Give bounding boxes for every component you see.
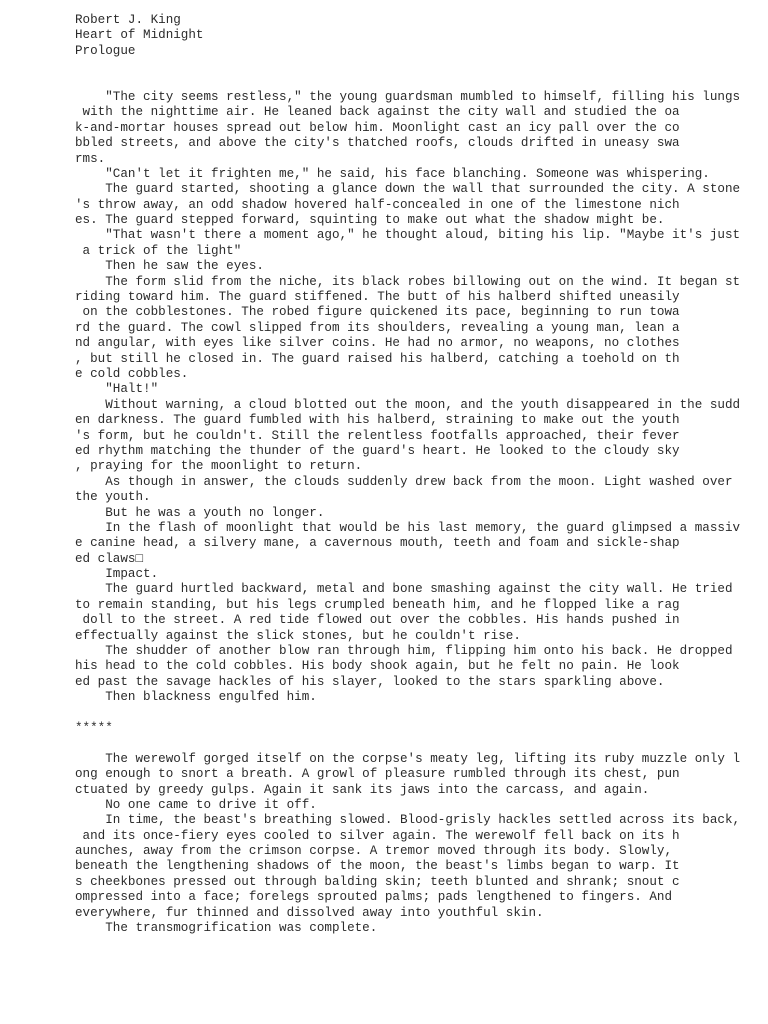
text-line: ctuated by greedy gulps. Again it sank its jaws into the carcass, and again. <box>75 782 650 797</box>
text-line: The transmogrification was complete. <box>75 921 378 936</box>
section-break: ***** <box>75 720 113 735</box>
text-line: ong enough to snort a breath. A growl of pleasure rumbled through its chest, pun <box>75 767 680 782</box>
blank-line <box>75 736 745 751</box>
text-line: the youth. <box>75 490 151 505</box>
text-line: e cold cobbles. <box>75 366 189 381</box>
text-line: Impact. <box>75 567 159 582</box>
text-line: The werewolf gorged itself on the corpse's meaty leg, lifting its ruby muzzle only l <box>75 751 741 766</box>
text-line: e canine head, a silvery mane, a cavernous mouth, teeth and foam and sickle-shap <box>75 536 680 551</box>
blank-line <box>75 75 745 90</box>
text-line: Then he saw the eyes. <box>75 259 264 274</box>
text-line: rms. <box>75 151 106 166</box>
text-line: everywhere, fur thinned and dissolved away into youthful skin. <box>75 905 544 920</box>
text-line: ed rhythm matching the thunder of the guard's heart. He looked to the cloudy sky <box>75 443 680 458</box>
text-line: , but still he closed in. The guard raised his halberd, catching a toehold on th <box>75 351 680 366</box>
book-title: Heart of Midnight <box>75 28 204 43</box>
text-line: ompressed into a face; forelegs sprouted palms; pads lengthened to fingers. And <box>75 890 673 905</box>
text-line: doll to the street. A red tide flowed out over the cobbles. His hands pushed in <box>75 613 680 628</box>
text-line: on the cobblestones. The robed figure quickened its pace, beginning to run towa <box>75 305 680 320</box>
text-line: The guard hurtled backward, metal and bone smashing against the city wall. He tried <box>75 582 733 597</box>
text-line: 's throw away, an odd shadow hovered half-concealed in one of the limestone nich <box>75 197 680 212</box>
text-line: 's form, but he couldn't. Still the relentless footfalls approached, their fever <box>75 428 680 443</box>
text-line: The guard started, shooting a glance down the wall that surrounded the city. A stone <box>75 182 741 197</box>
blank-line <box>75 59 745 74</box>
text-line: The shudder of another blow ran through him, flipping him onto his back. He dropped <box>75 644 733 659</box>
text-line: to remain standing, but his legs crumpled beneath him, and he flopped like a rag <box>75 597 680 612</box>
text-line: ed claws□ <box>75 551 144 566</box>
text-line: en darkness. The guard fumbled with his halberd, straining to make out the youth <box>75 413 680 428</box>
text-line: nd angular, with eyes like silver coins. He had no armor, no weapons, no clothes <box>75 336 680 351</box>
text-line: ed past the savage hackles of his slayer, looked to the stars sparkling above. <box>75 674 665 689</box>
text-line: As though in answer, the clouds suddenly drew back from the moon. Light washed over <box>75 474 733 489</box>
text-line: But he was a youth no longer. <box>75 505 325 520</box>
text-line: beneath the lengthening shadows of the moon, the beast's limbs began to warp. It <box>75 859 680 874</box>
author-line: Robert J. King <box>75 13 181 27</box>
text-line: "Halt!" <box>75 382 159 397</box>
text-line: bbled streets, and above the city's thatched roofs, clouds drifted in uneasy swa <box>75 136 680 151</box>
text-line: In the flash of moonlight that would be his last memory, the guard glimpsed a massiv <box>75 520 741 535</box>
text-line: Without warning, a cloud blotted out the moon, and the youth disappeared in the sudd <box>75 397 741 412</box>
text-line: "Can't let it frighten me," he said, his face blanching. Someone was whispering. <box>75 166 710 181</box>
text-line: a trick of the light" <box>75 243 242 258</box>
text-line: effectually against the slick stones, but he couldn't rise. <box>75 628 521 643</box>
text-line: "The city seems restless," the young guardsman mumbled to himself, filling his lungs <box>75 89 741 104</box>
text-line: k-and-mortar houses spread out below him. Moonlight cast an icy pall over the co <box>75 120 680 135</box>
text-line: riding toward him. The guard stiffened. The butt of his halberd shifted uneasily <box>75 290 680 305</box>
text-line: Then blackness engulfed him. <box>75 690 317 705</box>
text-line: his head to the cold cobbles. His body shook again, but he felt no pain. He look <box>75 659 680 674</box>
blank-line <box>75 706 745 721</box>
text-line: aunches, away from the crimson corpse. A tremor moved through its body. Slowly, <box>75 844 673 859</box>
text-line: , praying for the moonlight to return. <box>75 459 363 474</box>
text-line: "That wasn't there a moment ago," he thought aloud, biting his lip. "Maybe it's just <box>75 228 741 243</box>
text-line: s cheekbones pressed out through balding skin; teeth blunted and shrank; snout c <box>75 874 680 889</box>
text-line: and its once-fiery eyes cooled to silver again. The werewolf fell back on its h <box>75 828 680 843</box>
text-line: The form slid from the niche, its black robes billowing out on the wind. It began st <box>75 274 741 289</box>
text-line: No one came to drive it off. <box>75 797 317 812</box>
text-line: with the nighttime air. He leaned back against the city wall and studied the oa <box>75 105 680 120</box>
text-line: In time, the beast's breathing slowed. Blood-grisly hackles settled across its back, <box>75 813 741 828</box>
document-page <box>75 13 745 936</box>
text-line: rd the guard. The cowl slipped from its shoulders, revealing a young man, lean a <box>75 320 680 335</box>
text-line: es. The guard stepped forward, squinting to make out what the shadow might be. <box>75 213 665 228</box>
chapter-heading: Prologue <box>75 43 136 58</box>
